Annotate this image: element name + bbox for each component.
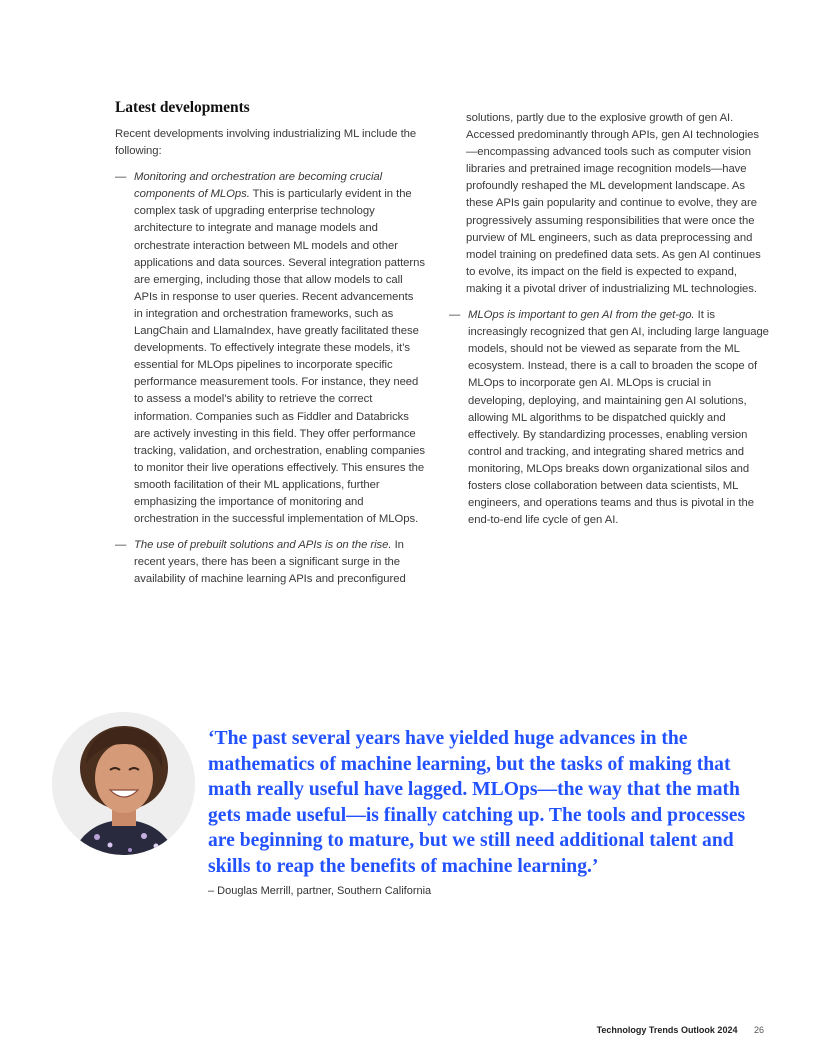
section-heading: Latest developments [115, 99, 250, 116]
item-lead: MLOps is important to gen AI from the get-go. [468, 309, 695, 322]
left-column [115, 98, 425, 597]
page-footer [597, 1025, 764, 1035]
portrait-illustration [52, 712, 195, 855]
quote-attribution: – Douglas Merrill, partner, Southern California [208, 885, 432, 897]
em-dash-bullet: — [115, 539, 127, 552]
page-number: 26 [753, 1025, 764, 1035]
author-photo [52, 712, 195, 855]
publication-title: Technology Trends Outlook 2024 [596, 1025, 738, 1035]
right-column [449, 110, 769, 538]
item-body: In recent years, there has been a significant surge in the availability of machine learning APIs and preconfigured [134, 539, 406, 586]
list-item [449, 307, 769, 529]
em-dash-bullet: — [449, 309, 461, 322]
item-continuation: solutions, partly due to the explosive growth of gen AI. Accessed predominantly through APIs, gen AI technologies—encompassing advanced tools such as computer vision libraries and pretrained image recognition models—have profoundly reshaped the ML development landscape. As these APIs gain popularity and continue to evolve, they are progressively assuming responsibilities that were once the purview of ML engineers, such as data preprocessing and model training on predefined data sets. As gen AI continues to evolve, its impact on the field is expected to expand, making it a pivotal driver of industrializing ML technologies. [466, 112, 761, 295]
list-item [115, 169, 425, 528]
item-body: It is increasingly recognized that gen AI, including large language models, should not be viewed as separate from the ML ecosystem. Instead, there is a call to broaden the scope of MLOps to incorporate gen AI. MLOps is crucial in developing, deploying, and maintaining gen AI solutions, allowing ML algorithms to be dispatched quickly and effectively. By standardizing processes, enabling version control and tracking, and integrating shared metrics and monitoring, MLOps breaks down organizational silos and fosters close collaboration between data scientists, ML engineers, and operations teams and thus is pivotal in the end-to-end life cycle of gen AI. [468, 309, 769, 527]
em-dash-bullet: — [115, 171, 127, 184]
item-lead: Monitoring and orchestration are becoming crucial components of MLOps. [134, 171, 383, 201]
list-item [115, 537, 425, 588]
item-body: This is particularly evident in the complex task of upgrading enterprise technology architecture to integrate and manage models and orchestrate interaction between ML models and other applications and data sources. Several integration patterns are emerging, including those that allow models to call APIs in response to user queries. Recent advancements in integration and orchestration frameworks, such as LangChain and LlamaIndex, have greatly facilitated these developments. To effectively integrate these models, it’s essential for MLOps pipelines to incorporate specific performance measurement tools. For instance, they need to assess a model’s ability to retrieve the correct information. Companies such as Fiddler and Databricks are actively investing in this field. They offer performance tracking, validation, and orchestration, enabling companies to monitor their live operations effectively. This ensures the smooth facilitation of their ML applications, further emphasizing the importance of monitoring and orchestration in the successful implementation of MLOps. [134, 188, 425, 526]
pull-quote: ‘The past several years have yielded huge advances in the mathematics of machine learning, but the tasks of making that math really useful have lagged. MLOps—the way that the math gets made useful—is finally catching up. The tools and processes are beginning to mature, but we still need additional talent and skills to reap the benefits of machine learning.’ [208, 728, 746, 877]
intro-paragraph: Recent developments involving industrializing ML include the following: [115, 128, 417, 158]
item-lead: The use of prebuilt solutions and APIs is on the rise. [134, 539, 392, 552]
